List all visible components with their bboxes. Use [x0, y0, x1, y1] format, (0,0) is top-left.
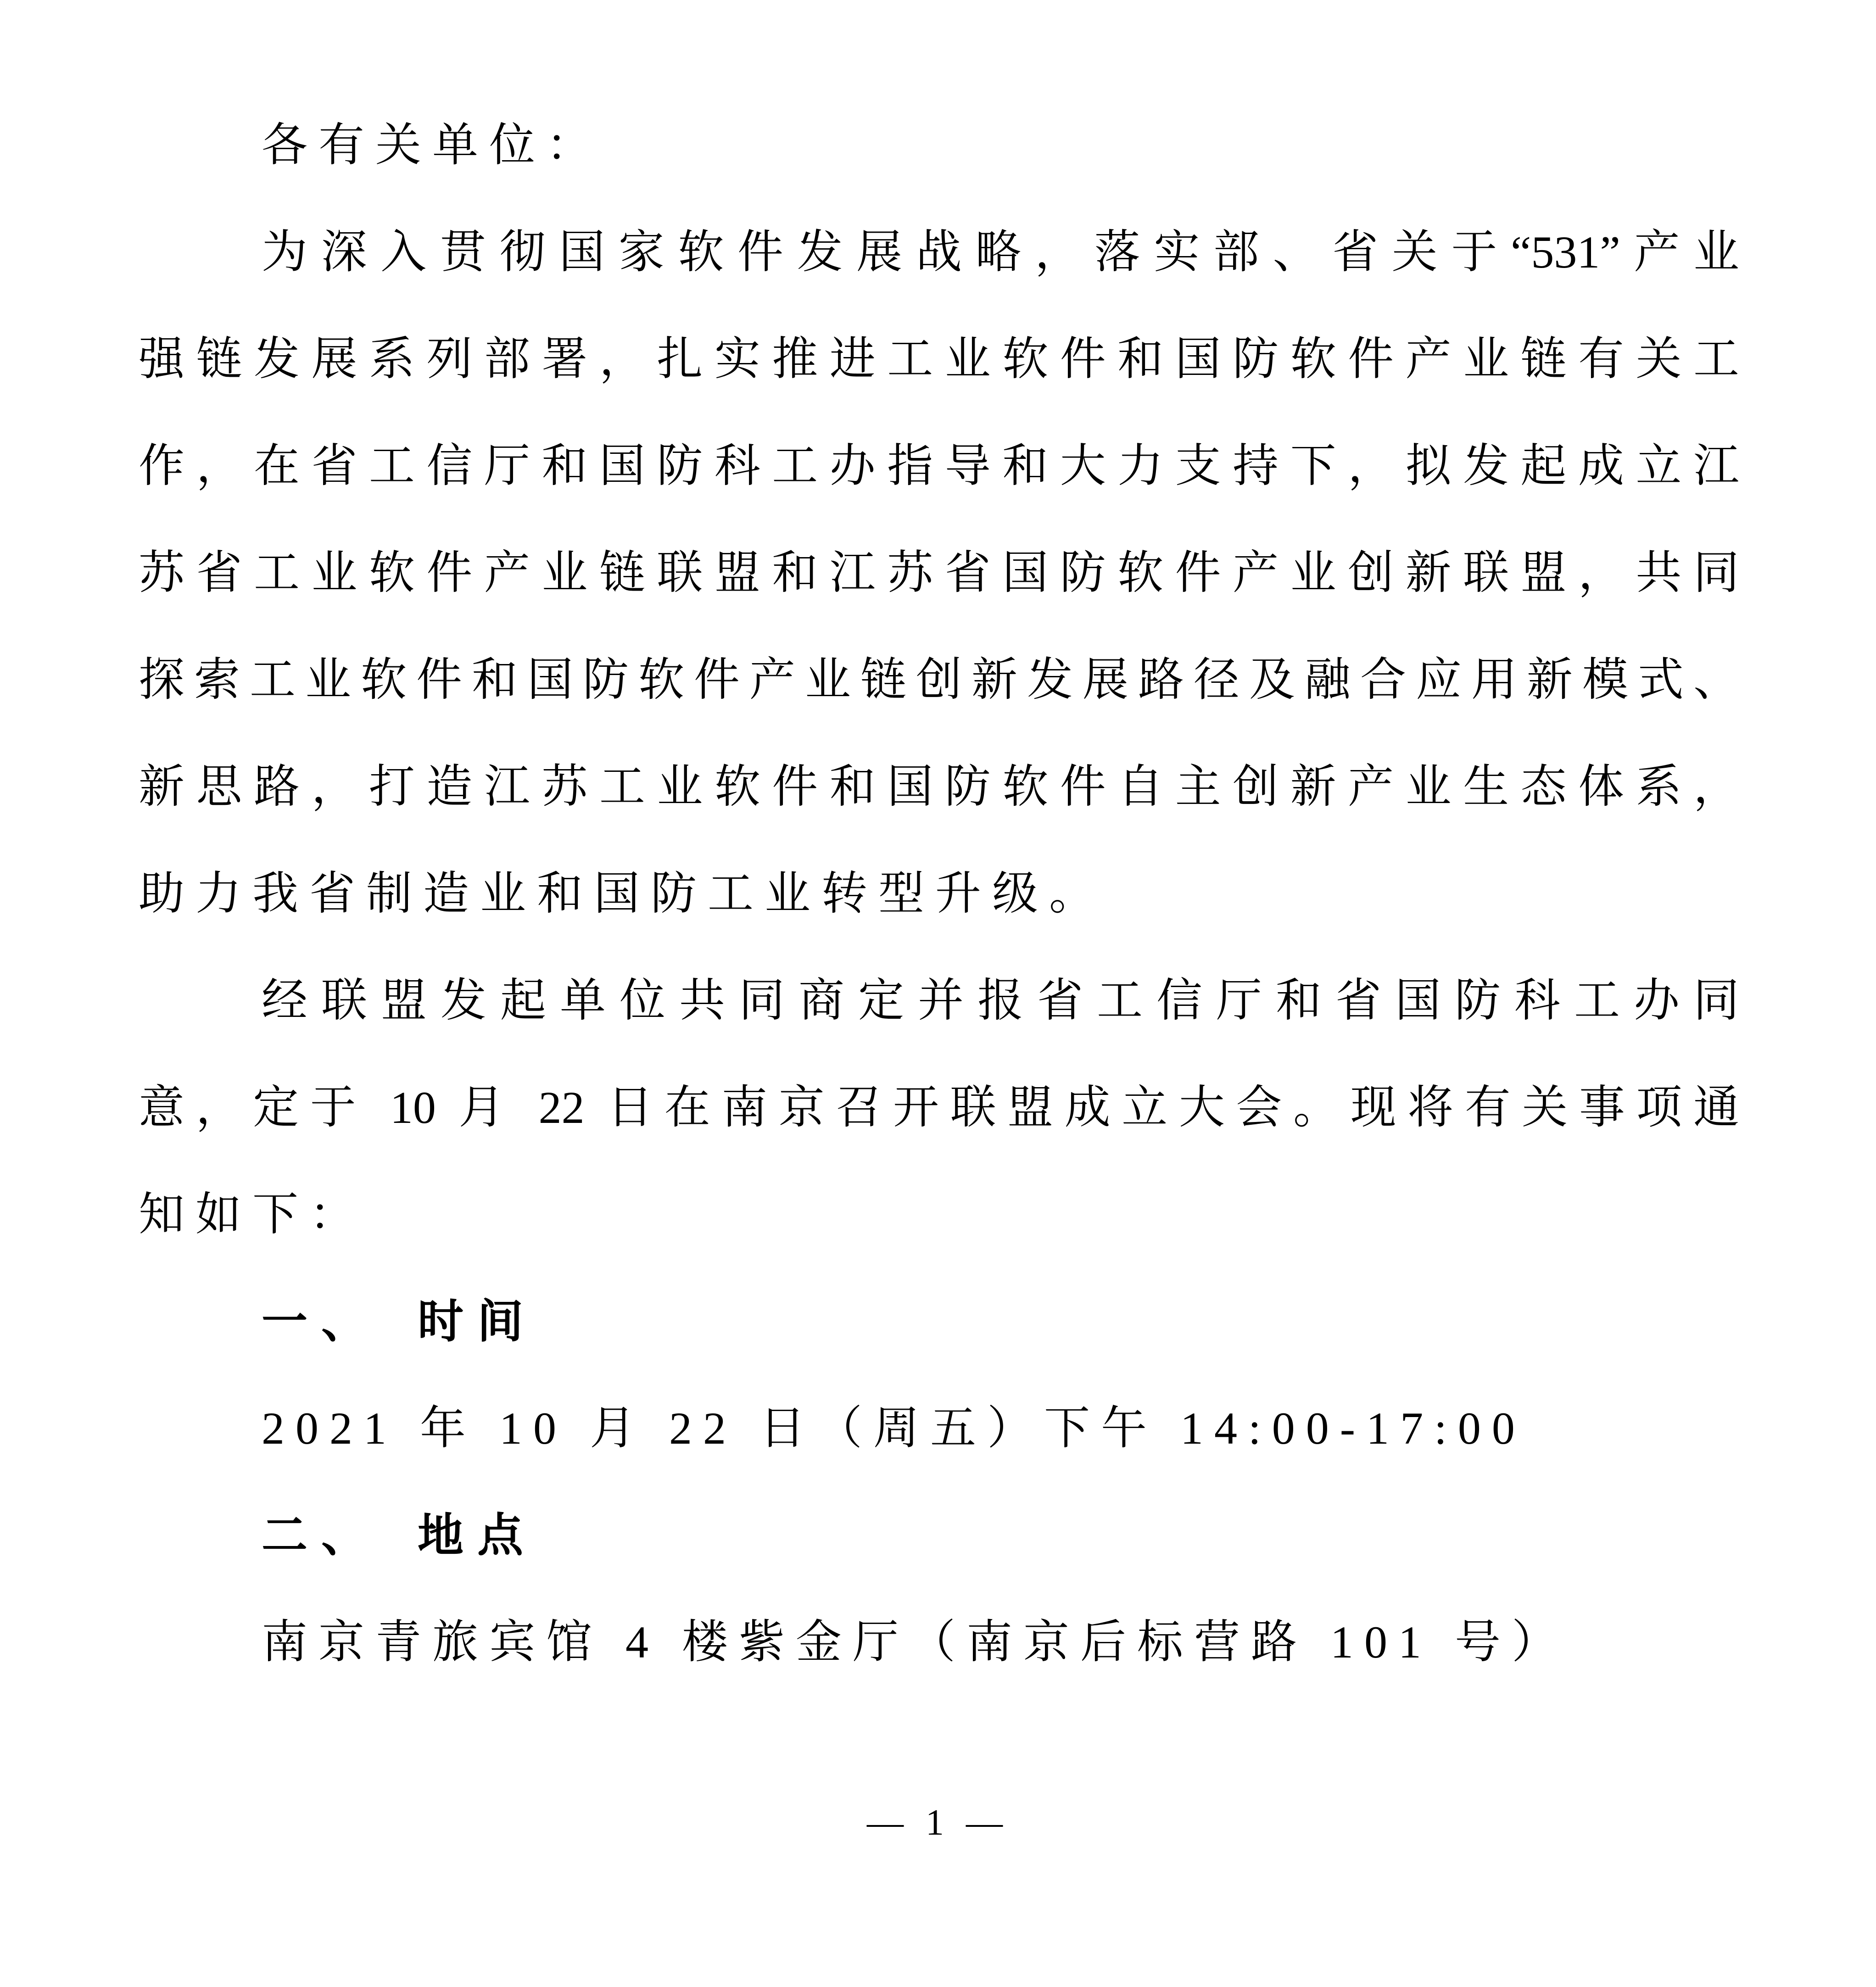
- page-number: — 1 —: [867, 1803, 1009, 1843]
- text-line: 作，在省工信厅和国防科工办指导和大力支持下，拟发起成立江: [139, 441, 1739, 491]
- text-line: 强链发展系列部署，扎实推进工业软件和国防软件产业链有关工: [139, 334, 1739, 385]
- text-line: 新思路，打造江苏工业软件和国防软件自主创新产业生态体系，: [139, 761, 1739, 812]
- section-heading: 二、 地点: [262, 1508, 537, 1562]
- text-line: 知如下：: [139, 1189, 366, 1240]
- document-body: [139, 92, 1739, 1696]
- text-line: 助力我省制造业和国防工业转型升级。: [139, 868, 1106, 919]
- salutation: 各有关单位：: [262, 120, 603, 171]
- text-line: 意，定于 10 月 22 日在南京召开联盟成立大会。现将有关事项通: [139, 1082, 1739, 1133]
- section-body: 南京青旅宾馆 4 楼紫金厅（南京后标营路 101 号）: [262, 1617, 1569, 1668]
- text-line: 为深入贯彻国家软件发展战略，落实部、省关于“531”产业: [262, 227, 1739, 278]
- text-line: 经联盟发起单位共同商定并报省工信厅和省国防科工办同: [262, 975, 1739, 1026]
- sections-container: [139, 1268, 1739, 1696]
- paragraphs-container: [139, 199, 1739, 1268]
- section-body: 2021 年 10 月 22 日（周五）下午 14:00-17:00: [262, 1403, 1526, 1454]
- section-heading: 一、 时间: [262, 1295, 537, 1348]
- text-line: 苏省工业软件产业链联盟和江苏省国防软件产业创新联盟，共同: [139, 547, 1739, 598]
- text-line: 探索工业软件和国防软件产业链创新发展路径及融合应用新模式、: [139, 654, 1739, 705]
